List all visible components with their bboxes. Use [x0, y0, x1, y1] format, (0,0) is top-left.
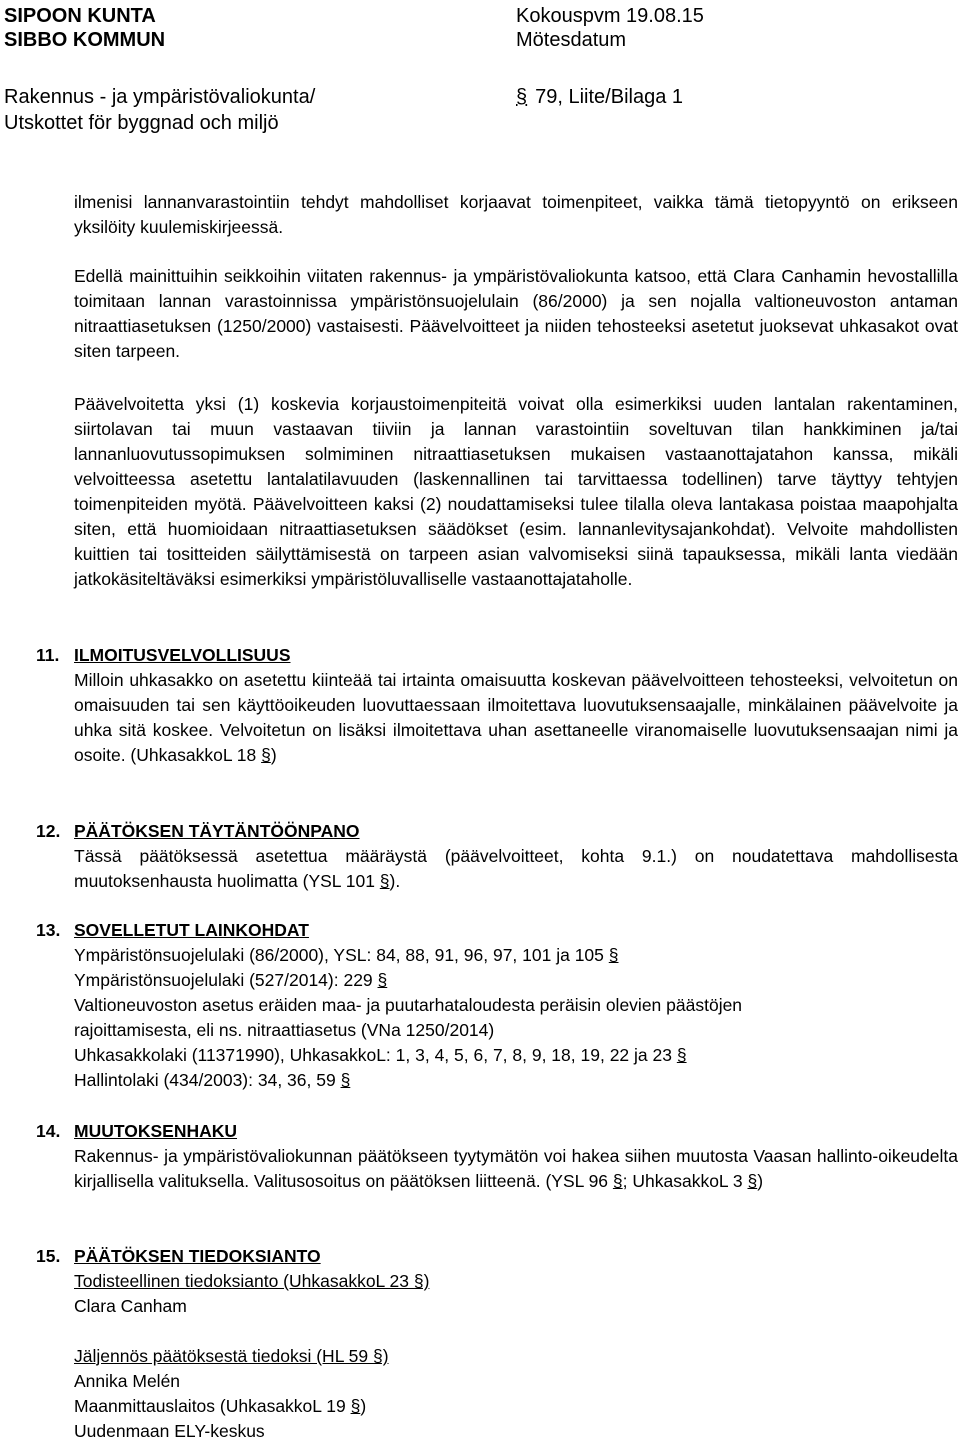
section-symbol: §: [747, 1171, 758, 1191]
meeting-date-sv: Mötesdatum: [516, 29, 627, 51]
section-12: [36, 819, 958, 894]
header-meeting: [516, 4, 704, 52]
copy-recipient: Maanmittauslaitos (UhkasakkoL 19 §): [74, 1396, 367, 1416]
board-name-fi: Rakennus - ja ympäristövaliokunta/: [4, 86, 316, 108]
section-symbol: §: [516, 86, 528, 108]
law-reference: rajoittamisesta, eli ns. nitraattiasetus (VNa 1250/2014): [74, 1020, 495, 1040]
section-13: [36, 918, 958, 1093]
paragraph-2: Edellä mainittuihin seikkoihin viitaten rakennus- ja ympäristövaliokunta katsoo, että Clara Canhamin hevostallilla toimitaan lannan varastoinnissa ympäristönsuojelulain (86/2000) ja sen nojalla valtioneuvoston antaman nitraattiasetuksen (1250/2000) vastaisesti. Päävelvoitteet ja niiden tehosteeksi asetetut juoksevat uhkasakot ovat siten tarpeen.: [74, 266, 958, 361]
section-number: 13.: [36, 920, 61, 940]
copy-recipient: Uudenmaan ELY-keskus: [74, 1421, 265, 1441]
section-title: SOVELLETUT LAINKOHDAT: [74, 920, 309, 940]
header-section-ref: [516, 84, 683, 110]
section-symbol: §: [377, 970, 388, 990]
section-14: [36, 1119, 958, 1194]
meeting-date: Kokouspvm 19.08.15: [516, 5, 704, 27]
notice-recipient: Clara Canham: [74, 1296, 187, 1316]
section-title: MUUTOKSENHAKU: [74, 1121, 238, 1141]
copy-recipient: Annika Melén: [74, 1371, 181, 1391]
header-organization: [4, 4, 165, 52]
section-number: 14.: [36, 1121, 61, 1141]
section-reference: 79, Liite/Bilaga 1: [535, 86, 684, 108]
section-11: [36, 643, 958, 768]
section-text: Tässä päätöksessä asetettua määräystä (päävelvoitteet, kohta 9.1.) on noudatettava mahdollisesta muutoksenhausta huolimatta (YSL 101 §).: [74, 846, 958, 891]
org-name-sv: SIBBO KOMMUN: [4, 29, 166, 51]
section-number: 12.: [36, 821, 61, 841]
copy-heading: Jäljennös päätöksestä tiedoksi (HL 59 §): [74, 1346, 389, 1366]
section-title: PÄÄTÖKSEN TIEDOKSIANTO: [74, 1246, 321, 1266]
notice-heading: Todisteellinen tiedoksianto (UhkasakkoL 23 §): [74, 1271, 430, 1291]
law-reference: Ympäristönsuojelulaki (86/2000), YSL: 84, 88, 91, 96, 97, 101 ja 105 §: [74, 945, 619, 965]
section-symbol: §: [612, 1171, 623, 1191]
paragraph-3: Päävelvoitetta yksi (1) koskevia korjaustoimenpiteitä voivat olla esimerkiksi uuden lantalan rakentaminen, siirtolavan tai muun vastaavan tiiviin ja lannan varastointiin soveltuvan tilan hankkiminen ja/tai lannanluovutussopimuksen solmiminen nitraattiasetuksen mukaisen vastaanottajatahon kanssa, mikäli velvoitteessa asetettu lantalatilavuuden (laskennallinen tai tarvittaessa todellinen) tarve täyttyy tehtyjen toimenpiteiden myötä. Päävelvoitteen kaksi (2) noudattamiseksi tulee tilalla oleva lantakasa poistaa maapohjalta siten, että huomioidaan nitraattiasetuksen säädökset (esim. lannanlevitysajankohdat). Velvoite mahdollisten kuittien tai tositteiden säilyttämisestä on tarpeen asian valvomiseksi siinä tapauksessa, mikäli lanta viedään jatkokäsiteltäväksi esimerkiksi ympäristöluvalliselle vastaanottajataholle.: [74, 394, 958, 589]
board-name-sv: Utskottet för byggnad och miljö: [4, 112, 279, 134]
section-text: Milloin uhkasakko on asetettu kiinteää tai irtainta omaisuutta koskevan päävelvoitteen tehosteeksi, velvoitetun on omaisuuden tai sen käyttöoikeuden luovuttaessaan ilmoitettava luovutuksensaajalle, minkälainen päävelvoite ja uhka sitä koskee. Velvoitetun on lisäksi ilmoitettava uhan asettaneelle viranomaiselle luovutuksensaajan nimi ja osoite. (UhkasakkoL 18 §): [74, 670, 958, 765]
paragraph-1: ilmenisi lannanvarastointiin tehdyt mahdolliset korjaavat toimenpiteet, vaikka tämä tietopyyntö on erikseen yksilöity kuulemiskirjeessä.: [74, 192, 958, 237]
spacer: [36, 1319, 958, 1344]
section-symbol: §: [261, 745, 271, 765]
law-reference: Ympäristönsuojelulaki (527/2014): 229 §: [74, 970, 388, 990]
section-title: ILMOITUSVELVOLLISUUS: [74, 645, 291, 665]
law-reference: Hallintolaki (434/2003): 34, 36, 59 §: [74, 1070, 351, 1090]
law-reference: Valtioneuvoston asetus eräiden maa- ja puutarhataloudesta peräisin olevien päästöjen: [74, 995, 743, 1015]
law-reference: Uhkasakkolaki (11371990), UhkasakkoL: 1, 3, 4, 5, 6, 7, 8, 9, 18, 19, 22 ja 23 §: [74, 1045, 687, 1065]
section-text: Rakennus- ja ympäristövaliokunnan päätökseen tyytymätön voi hakea siihen muutosta Vaasan hallinto-oikeudelta kirjallisella valituksella. Valitusosoitus on päätöksen liitteenä. (YSL 96 §; UhkasakkoL 3 §): [74, 1146, 958, 1191]
section-symbol: §: [676, 1045, 687, 1065]
section-symbol: §: [350, 1396, 361, 1416]
section-symbol: §: [608, 945, 619, 965]
section-15: [36, 1244, 958, 1444]
section-symbol: §: [379, 871, 390, 891]
org-name-fi: SIPOON KUNTA: [4, 5, 156, 27]
section-number: 11.: [36, 645, 60, 665]
section-title: PÄÄTÖKSEN TÄYTÄNTÖÖNPANO: [74, 821, 360, 841]
header-board: [4, 84, 315, 136]
section-symbol: §: [340, 1070, 351, 1090]
section-number: 15.: [36, 1246, 61, 1266]
